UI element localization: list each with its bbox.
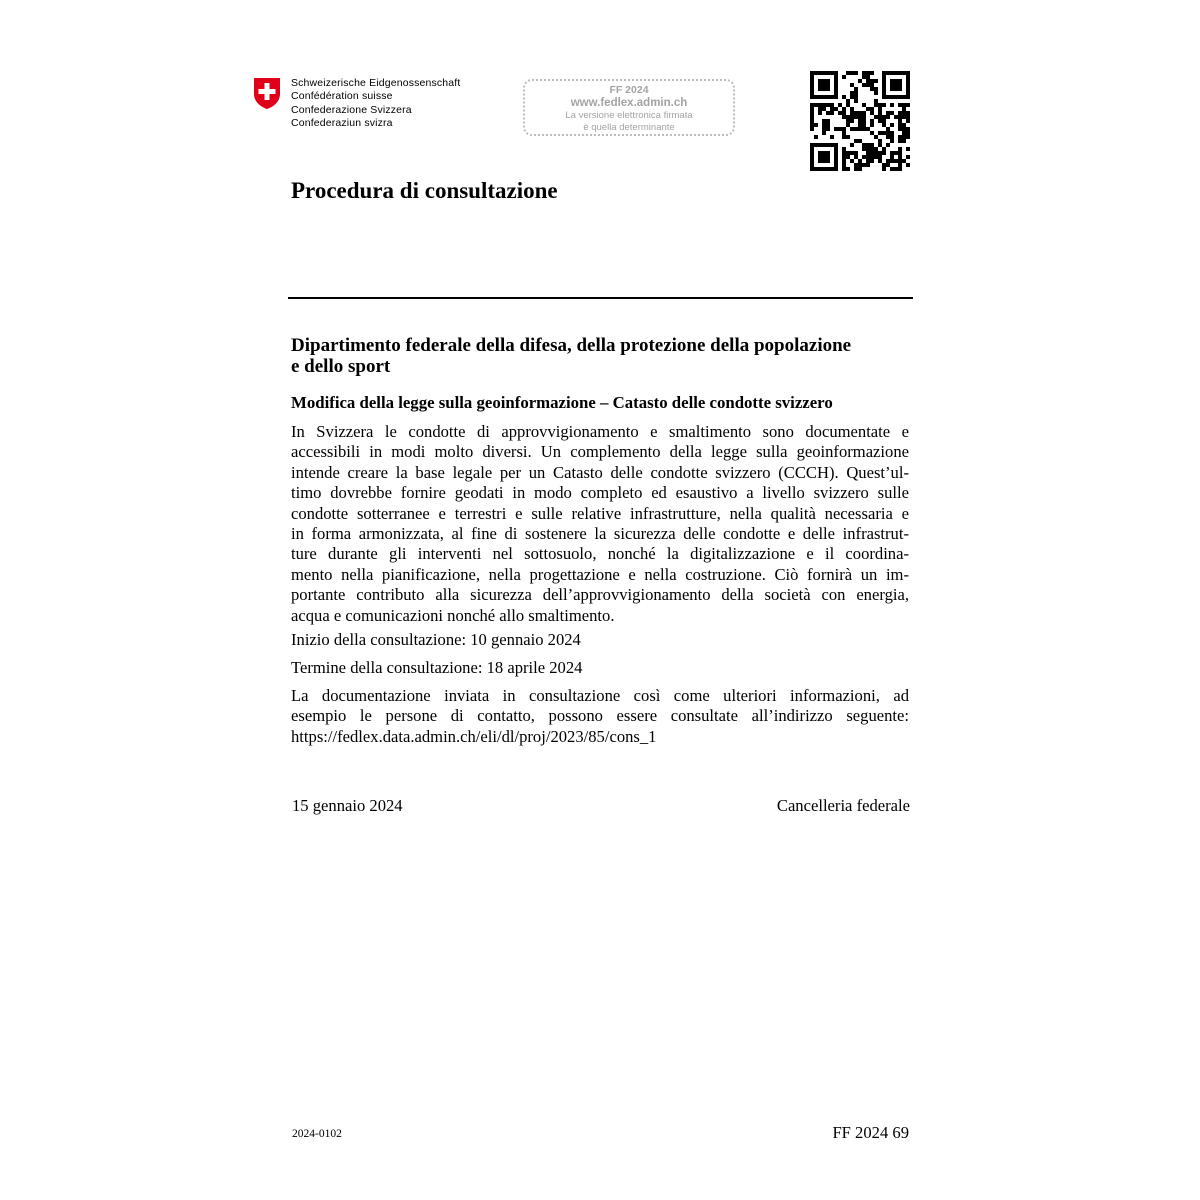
stamp-note-line-1: La versione elettronica firmata: [565, 110, 693, 121]
paragraph-line: intende creare la base legale per un Catasto delle condotte svizzero (CCCH). Quest’ul-: [291, 462, 909, 482]
document-number: 2024-0102: [292, 1128, 342, 1140]
consultation-link[interactable]: https://fedlex.data.admin.ch/eli/dl/proj/2023/85/cons_1: [291, 726, 657, 746]
description-paragraph: [291, 422, 909, 626]
stamp-note-line-2: è quella determinante: [583, 121, 675, 133]
electronic-signature-stamp: [523, 79, 735, 136]
paragraph-line: timo dovrebbe fornire geodati in modo completo ed esaustivo a livello svizzero sulle: [291, 483, 909, 503]
documentation-paragraph: [291, 686, 909, 747]
subject-heading: Modifica della legge sulla geoinformazione – Catasto delle condotte svizzero: [291, 393, 833, 412]
swiss-cross-shield-icon: [253, 77, 281, 110]
title-divider: [288, 297, 913, 299]
consultation-start: Inizio della consultazione: 10 gennaio 2024: [291, 630, 581, 649]
paragraph-line: condotte sotterranee e terrestri e sulle relative infrastrutture, nella qualità necessaria e: [291, 503, 909, 523]
page-title: Procedura di consultazione: [291, 178, 558, 203]
stamp-url[interactable]: www.fedlex.admin.ch: [570, 97, 688, 109]
paragraph-line: esempio le persone di contatto, possono essere consultate all’indirizzo seguente:: [291, 706, 909, 726]
paragraph-line: La documentazione inviata in consultazione così come ulteriori informazioni, ad: [291, 686, 909, 705]
page-reference: FF 2024 69: [832, 1123, 909, 1142]
confederation-line-de: Schweizerische Eidgenossenschaft: [291, 77, 461, 89]
consultation-end: Termine della consultazione: 18 aprile 2024: [291, 658, 583, 677]
paragraph-line: mento nella pianificazione, nella progettazione e nella costruzione. Ciò fornirà un im-: [291, 564, 909, 584]
department-line: Dipartimento federale della difesa, della protezione della popolazione: [291, 335, 852, 356]
paragraph-line: ture durante gli interventi nel sottosuolo, nonché la digitalizzazione e il coordina-: [291, 544, 909, 564]
paragraph-line: acqua e comunicazioni nonché allo smaltimento.: [291, 605, 615, 625]
stamp-ff-number: FF 2024: [609, 84, 649, 96]
paragraph-line: accessibili in modi molto diversi. Un complemento della legge sulla geoinformazione: [291, 442, 909, 462]
department-line: e dello sport: [291, 355, 391, 377]
confederation-names: [291, 77, 460, 131]
paragraph-line: In Svizzera le condotte di approvvigionamento e smaltimento sono documentate e: [291, 422, 909, 441]
paragraph-line: in forma armonizzata, al fine di sostenere la sicurezza delle condotte e delle infrastrut-: [291, 523, 909, 543]
paragraph-line: portante contributo alla sicurezza dell’approvvigionamento della società con energia,: [291, 585, 909, 605]
confederation-line-it: Confederazione Svizzera: [291, 103, 412, 116]
qr-code-icon: [810, 71, 910, 171]
department-heading: [291, 336, 911, 377]
confederation-line-rm: Confederaziun svizra: [291, 117, 393, 130]
publication-date: 15 gennaio 2024: [292, 796, 403, 815]
confederation-line-fr: Confédération suisse: [291, 90, 393, 103]
issuer: Cancelleria federale: [776, 796, 910, 815]
